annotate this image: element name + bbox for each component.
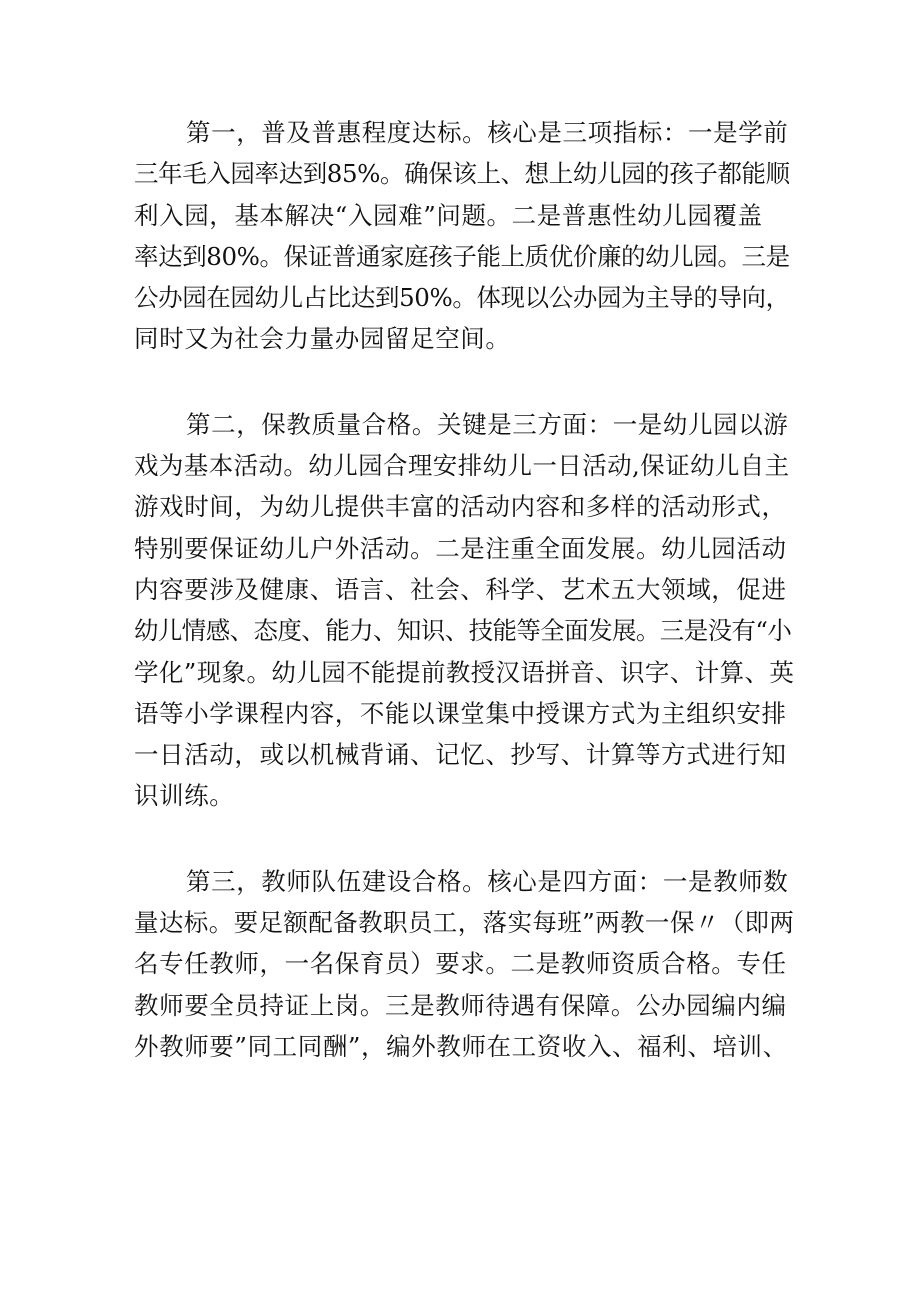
text-line: 内容要涉及健康、语言、社会、科学、艺术五大领域，促进 (134, 574, 787, 604)
text-line: 特别要保证幼儿户外活动。二是注重全面发展。幼儿园活动 (134, 533, 787, 563)
text-line: 率达到80%。保证普通家庭孩子能上质优价廉的幼儿园。三是 (134, 241, 790, 271)
text-line: 第一，普及普惠程度达标。核心是三项指标：一是学前 (186, 118, 789, 147)
text-line: 公办园在园幼儿占比达到50%。体现以公办园为主导的导向， (134, 283, 790, 313)
text-line: 幼儿情感、态度、能力、知识、技能等全面发展。三是没有“小 (134, 616, 792, 646)
text-line: 一日活动，或以机械背诵、记忆、抄写、计算等方式进行知 (134, 740, 787, 770)
paragraph-1 (134, 112, 794, 360)
text-line: 游戏时间，为幼儿提供丰富的活动内容和多样的活动形式， (134, 492, 787, 522)
document-body (134, 112, 794, 1111)
text-line: 三年毛入园率达到85%。确保该上、想上幼儿园的孩子都能顺 (134, 159, 790, 189)
text-line: 第三，教师队伍建设合格。核心是四方面：一是教师数 (186, 866, 789, 896)
text-line: 同时又为社会力量办园留足空间。 (134, 324, 511, 354)
text-line: 第二，保教质量合格。关键是三方面：一是幼儿园以游 (186, 409, 789, 439)
text-line: 学化”现象。幼儿园不能提前教授汉语拼音、识字、计算、英 (134, 657, 795, 687)
text-line: 戏为基本活动。幼儿园合理安排幼儿一日活动,保证幼儿自主 (134, 451, 790, 481)
text-line: 识训练。 (134, 781, 235, 811)
text-line: 量达标。要足额配备教职员工，落实每班”两教一保〃（即两 (134, 908, 795, 938)
text-line: 语等小学课程内容，不能以课堂集中授课方式为主组织安排 (134, 698, 787, 728)
text-line: 名专任教师，一名保育员）要求。二是教师资质合格。专任 (134, 949, 787, 979)
paragraph-3 (134, 861, 794, 1067)
text-line: 外教师要”同工同酬”，编外教师在工资收入、福利、培训、 (134, 1031, 788, 1061)
text-line: 利入园，基本解决“入园难”问题。二是普惠性幼儿园覆盖 (134, 200, 763, 230)
text-line: 教师要全员持证上岗。三是教师待遇有保障。公办园编内编 (134, 990, 787, 1020)
paragraph-2 (134, 404, 794, 817)
